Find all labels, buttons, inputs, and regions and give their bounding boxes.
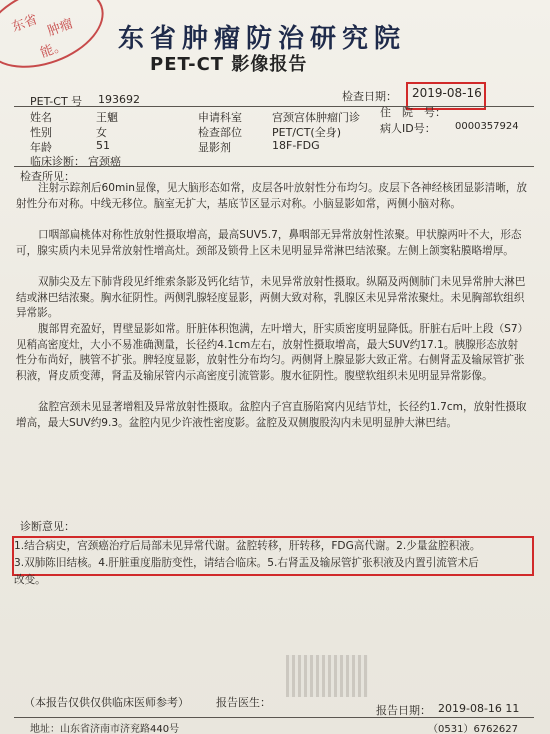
- findings-head-neck: 口咽部扁桃体对称性放射性摄取增高，最高SUV5.7，鼻咽部无异常放射性浓聚。甲状腺两叶不大，形态可，腺实质内未见异常放射性增高灶。颈部及锁骨上区未见明显异常淋巴结浓聚。左侧上颌窦粘膜略增厚。: [16, 229, 522, 257]
- name-value: 王魍: [96, 111, 118, 124]
- stamp-text-3: 能。: [38, 38, 69, 62]
- report-date-label: 报告日期：: [376, 704, 431, 717]
- exam-date-value: 2019-08-16: [412, 86, 482, 100]
- sex-value: 女: [96, 126, 107, 139]
- doctor-signature-redacted: [286, 655, 368, 697]
- phone-text: （0531）6762627: [428, 724, 518, 734]
- info-divider: [14, 166, 534, 167]
- agent-value: 18F-FDG: [272, 139, 320, 152]
- diagnosis-line-1: 1.结合病史，宫颈癌治疗后局部未见异常代谢。盆腔转移，肝转移，FDG高代谢。2.少量盆腔积液。: [14, 540, 481, 552]
- address-text: 地址：山东省济南市济兖路440号: [30, 724, 180, 734]
- part-label: 检查部位: [198, 126, 242, 139]
- findings-brain: 注射示踪剂后60min显像，见大脑形态如常，皮层各叶放射性分布均匀。皮层下各神经核团显影清晰，放射性分布对称。中线无移位。脑室无扩大，基底节区显示对称。小脑显影如常，两侧小脑对称。: [16, 182, 527, 210]
- stamp-text-1: 东省: [9, 12, 40, 36]
- part-value: PET/CT(全身): [272, 126, 341, 139]
- findings-abdomen: 腹部胃充盈好，胃壁显影如常。肝脏体积饱满，左叶增大，肝实质密度明显降低。肝脏右后叶上段（S7）见稍高密度灶，大小不易准确测量，长径约4.1cm左右，放射性摄取增高，最大SUV约17.1。胰腺形态放射性分布尚好，胰管不扩张。脾轻度显影，放射性分布均匀。两侧肾上腺显影大致正常。右侧肾盂及输尿管扩张积液，肾皮质变薄，肾盂及输尿管内示高密度引流管影。腹水征阴性。腹壁软组织未见明显异常影像。: [16, 323, 525, 382]
- diagnosis-line-3: 改变。: [14, 574, 46, 586]
- hospital-name: 东省肿瘤防治研究院: [118, 24, 407, 54]
- pet-ct-no-value: 193692: [98, 93, 140, 106]
- report-date-value: 2019-08-16 11: [438, 702, 520, 715]
- diagnosis-opinion-label: 诊断意见：: [20, 520, 75, 533]
- hospital-stamp: [0, 0, 115, 83]
- pet-ct-no-label: PET-CT 号: [30, 95, 83, 108]
- findings-chest: 双肺尖及左下肺背段见纤维索条影及钙化结节，未见异常放射性摄取。纵隔及两侧肺门未见异常肿大淋巴结或淋巴结浓聚。胸水征阴性。两侧乳腺轻度显影，两侧大致对称，乳腺区未见异常浓聚灶。未见胸部软组织异常影。: [16, 276, 526, 319]
- agent-label: 显影剂: [198, 141, 231, 154]
- age-label: 年龄: [30, 141, 52, 154]
- footer-divider: [14, 717, 534, 718]
- disclaimer-note: （本报告仅供仅供临床医师参考）: [24, 696, 189, 709]
- stamp-text-2: 肿瘤: [45, 16, 76, 40]
- dept-label: 申请科室: [198, 111, 242, 124]
- findings-pelvis: 盆腔宫颈未见显著增粗及异常放射性摄取。盆腔内子宫直肠陷窝内见结节灶，长径约1.7cm，放射性摄取增高，最大SUV约9.3。盆腔内见少许液性密度影。盆腔及双侧腹股沟内未见明显肿大淋巴结。: [16, 401, 527, 429]
- sex-label: 性别: [30, 126, 52, 139]
- inpatient-label: 住 院 号：: [380, 106, 446, 119]
- diagnosis-line-2: 3.双肺陈旧结核。4.肝脏重度脂肪变性，请结合临床。5.右肾盂及输尿管扩张积液及内置引流管术后: [14, 557, 479, 569]
- findings-label: 检查所见：: [20, 170, 75, 183]
- header-divider: [14, 106, 534, 107]
- dept-value: 宫颈宫体肿瘤门诊: [272, 111, 360, 124]
- exam-date-label: 检查日期：: [342, 90, 397, 103]
- report-title: PET-CT 影像报告: [150, 54, 308, 75]
- report-doctor-label: 报告医生：: [216, 696, 271, 709]
- age-value: 51: [96, 139, 110, 152]
- patient-id-value: 0000357924: [455, 121, 519, 132]
- clinical-diagnosis-label: 临床诊断：: [30, 155, 85, 168]
- clinical-diagnosis-value: 宫颈癌: [88, 155, 121, 168]
- name-label: 姓名: [30, 111, 52, 124]
- patient-id-label: 病人ID号：: [380, 122, 436, 135]
